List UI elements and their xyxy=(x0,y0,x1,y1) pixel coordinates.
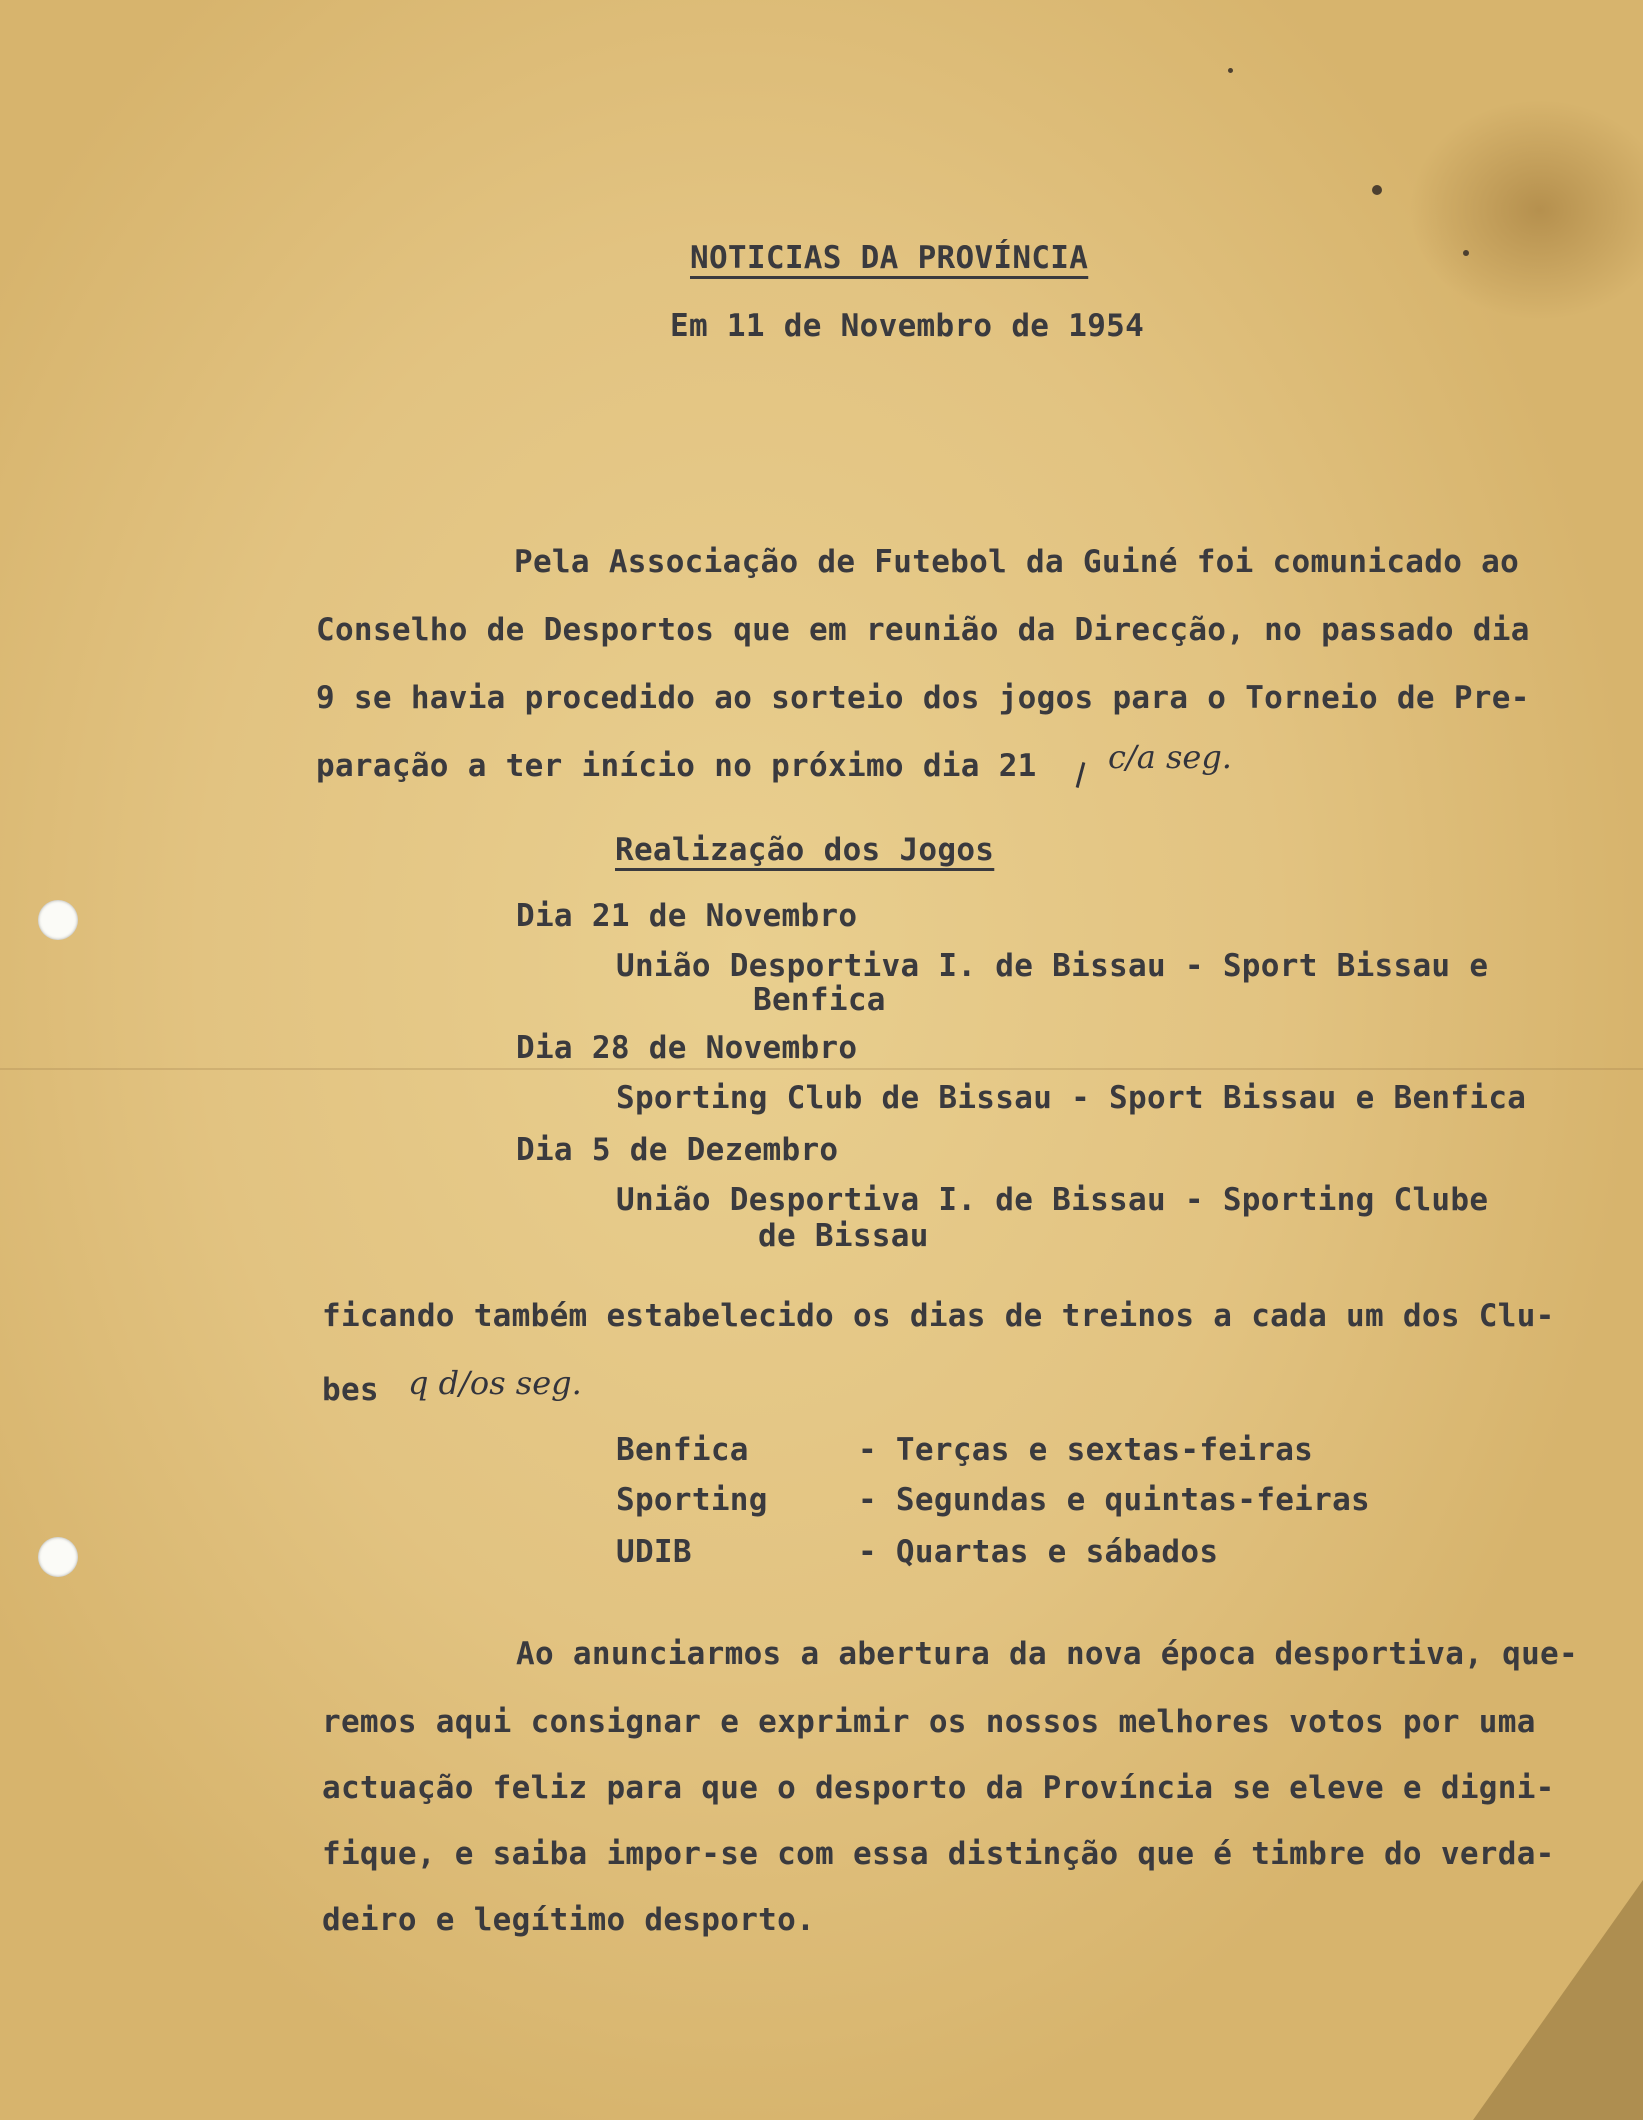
schedule-match: União Desportiva I. de Bissau - Sporting Clube xyxy=(616,1182,1489,1218)
page-title: NOTICIAS DA PROVÍNCIA xyxy=(690,240,1089,276)
training-days: - Terças e sextas-feiras xyxy=(858,1432,1314,1468)
fold-crease xyxy=(0,1068,1643,1070)
paragraph3-line: Ao anunciarmos a abertura da nova época desportiva, que- xyxy=(516,1636,1578,1672)
schedule-day: Dia 28 de Novembro xyxy=(516,1030,858,1066)
training-club: UDIB xyxy=(616,1534,692,1570)
training-days: - Segundas e quintas-feiras xyxy=(858,1482,1371,1518)
paragraph2-line: bes xyxy=(322,1372,379,1408)
handwritten-mark xyxy=(1076,762,1086,788)
paragraph3-line: actuação feliz para que o desporto da Província se eleve e digni- xyxy=(322,1770,1555,1806)
paragraph3-line: remos aqui consignar e exprimir os nossos melhores votos por uma xyxy=(322,1704,1536,1740)
paragraph1-line: Pela Associação de Futebol da Guiné foi comunicado ao xyxy=(514,544,1520,580)
section-heading: Realização dos Jogos xyxy=(615,832,995,868)
document-date: Em 11 de Novembro de 1954 xyxy=(670,308,1145,344)
corner-stain xyxy=(1473,1880,1643,2120)
paragraph1-line: Conselho de Desportos que em reunião da Direcção, no passado dia xyxy=(316,612,1530,648)
schedule-match: Sporting Club de Bissau - Sport Bissau e Benfica xyxy=(616,1080,1527,1116)
training-club: Benfica xyxy=(616,1432,749,1468)
paragraph2-line: ficando também estabelecido os dias de treinos a cada um dos Clu- xyxy=(322,1298,1555,1334)
handwritten-annotation: c/a seg. xyxy=(1108,738,1232,776)
ink-speck xyxy=(1372,185,1382,195)
punch-hole xyxy=(38,900,78,940)
ink-speck xyxy=(1463,250,1469,256)
schedule-day: Dia 5 de Dezembro xyxy=(516,1132,839,1168)
schedule-match: de Bissau xyxy=(758,1218,929,1254)
ink-speck xyxy=(1228,68,1233,73)
punch-hole xyxy=(38,1537,78,1577)
training-days: - Quartas e sábados xyxy=(858,1534,1219,1570)
schedule-day: Dia 21 de Novembro xyxy=(516,898,858,934)
schedule-match: Benfica xyxy=(753,982,886,1018)
handwritten-annotation: q d/os seg. xyxy=(408,1364,582,1402)
paragraph3-line: fique, e saiba impor-se com essa distinção que é timbre do verda- xyxy=(322,1836,1555,1872)
paragraph1-line: paração a ter início no próximo dia 21 xyxy=(316,748,1037,784)
schedule-match: União Desportiva I. de Bissau - Sport Bissau e xyxy=(616,948,1489,984)
training-club: Sporting xyxy=(616,1482,768,1518)
paragraph3-line: deiro e legítimo desporto. xyxy=(322,1902,816,1938)
paragraph1-line: 9 se havia procedido ao sorteio dos jogos para o Torneio de Pre- xyxy=(316,680,1530,716)
